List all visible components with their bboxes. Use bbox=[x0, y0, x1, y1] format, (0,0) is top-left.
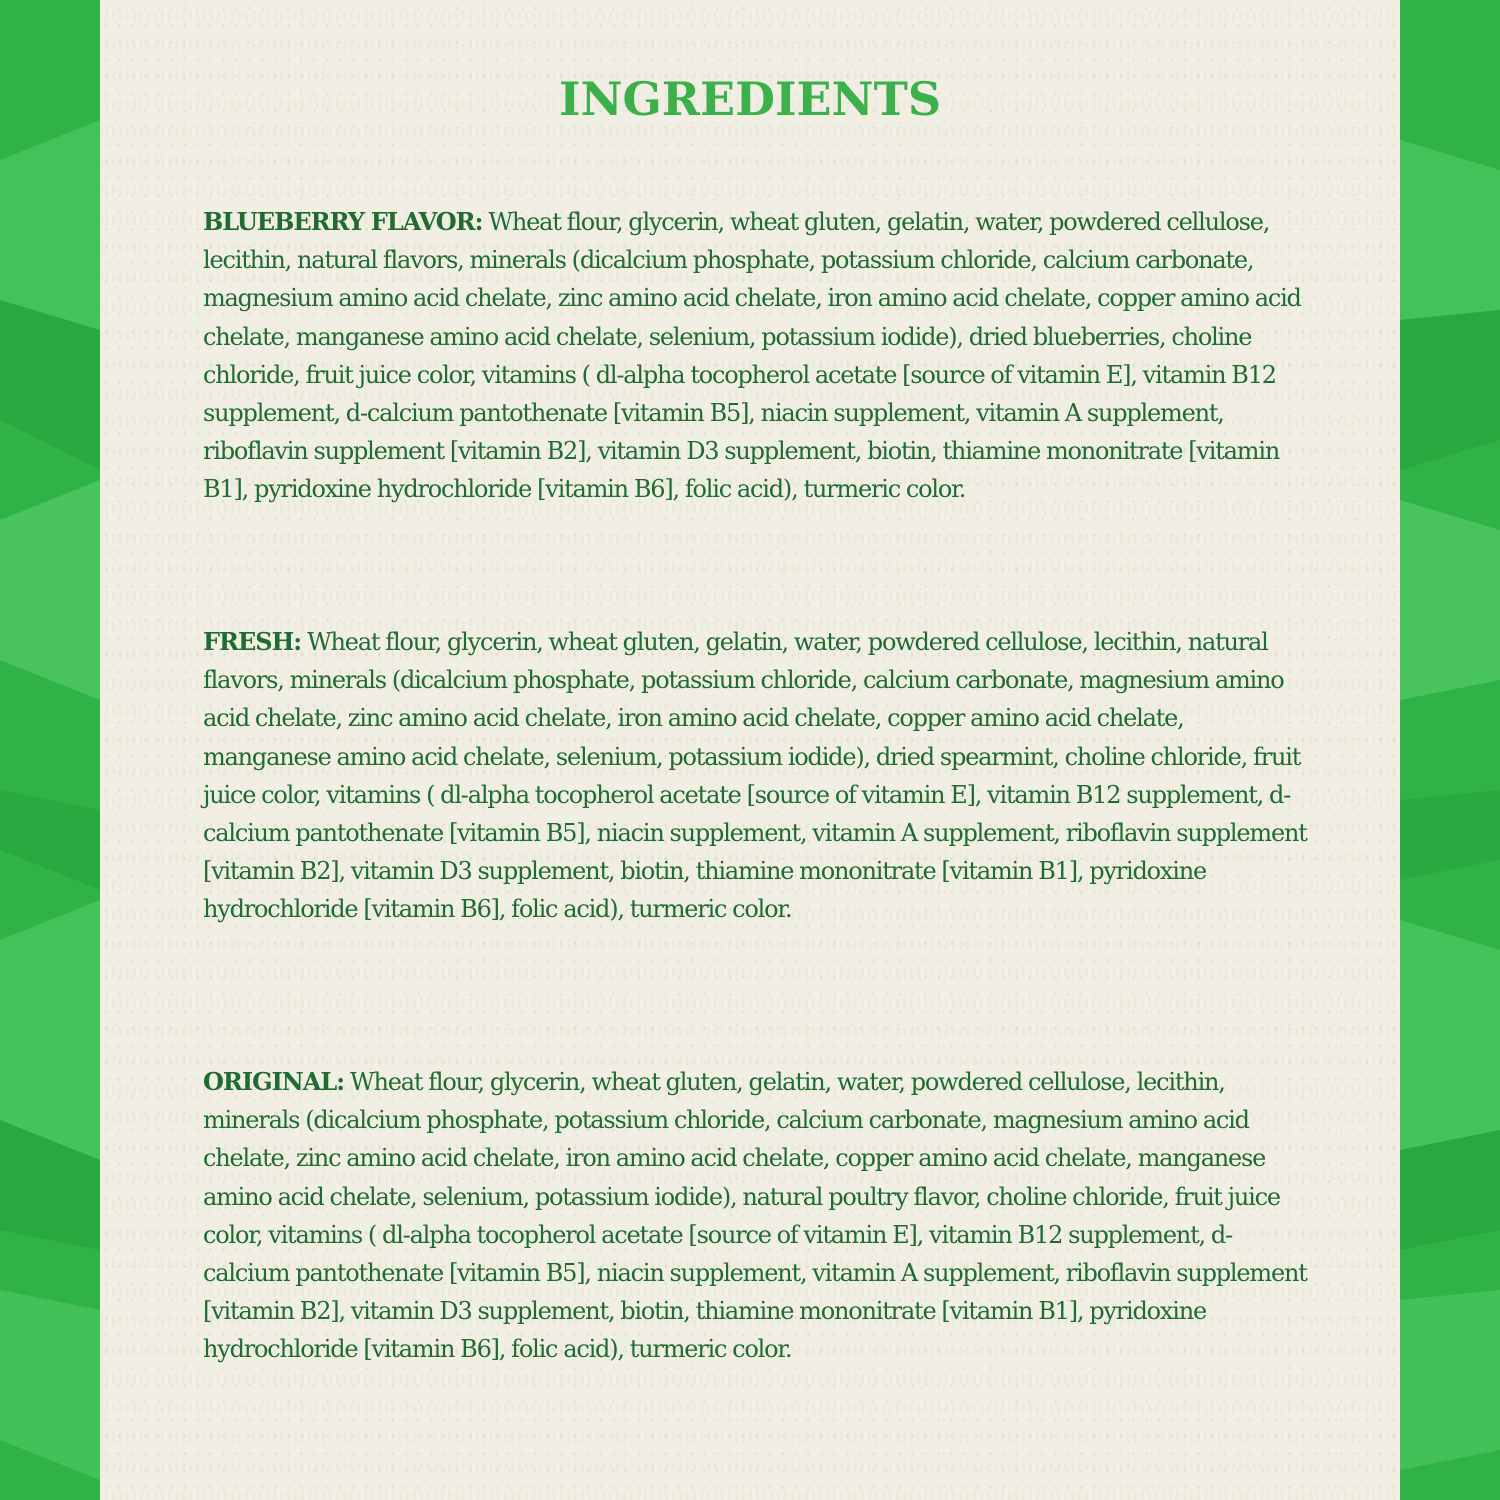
left-sunburst-pattern bbox=[0, 0, 100, 1500]
ingredient-section-fresh bbox=[203, 623, 1313, 929]
right-sunburst-pattern bbox=[1400, 0, 1500, 1500]
section-text: Wheat flour, glycerin, wheat gluten, gelatin, water, powdered cellulose, lecithin, minerals (dicalcium phosphate, potassium chloride, calcium carbonate, magnesium amino acid chelate, zinc amino acid chelate, iron amino acid chelate, copper amino acid chelate, manganese amino acid chelate, selenium, potassium iodide), natural poultry flavor, choline chloride, fruit juice color, vitamins ( dl-alpha tocopherol acetate [source of vitamin E], vitamin B12 supplement, d-calcium pantothenate [vitamin B5], niacin supplement, vitamin A supplement, riboflavin supplement [vitamin B2], vitamin D3 supplement, biotin, thiamine mononitrate [vitamin B1], pyridoxine hydrochloride [vitamin B6], folic acid), turmeric color. bbox=[203, 1068, 1307, 1364]
section-text: Wheat flour, glycerin, wheat gluten, gelatin, water, powdered cellulose, lecithin, natural flavors, minerals (dicalcium phosphate, potassium chloride, calcium carbonate, magnesium amino acid chelate, zinc amino acid chelate, iron amino acid chelate, copper amino acid chelate, manganese amino acid chelate, selenium, potassium iodide), dried spearmint, choline chloride, fruit juice color, vitamins ( dl-alpha tocopherol acetate [source of vitamin E], vitamin B12 supplement, d-calcium pantothenate [vitamin B5], niacin supplement, vitamin A supplement, riboflavin supplement [vitamin B2], vitamin D3 supplement, biotin, thiamine mononitrate [vitamin B1], pyridoxine hydrochloride [vitamin B6], folic acid), turmeric color. bbox=[203, 628, 1307, 924]
section-label: BLUEBERRY FLAVOR: bbox=[203, 207, 483, 236]
section-text: Wheat flour, glycerin, wheat gluten, gelatin, water, powdered cellulose, lecithin, natural flavors, minerals (dicalcium phosphate, potassium chloride, calcium carbonate, magnesium amino acid chelate, zinc amino acid chelate, iron amino acid chelate, copper amino acid chelate, manganese amino acid chelate, selenium, potassium iodide), dried blueberries, choline chloride, fruit juice color, vitamins ( dl-alpha tocopherol acetate [source of vitamin E], vitamin B12 supplement, d-calcium pantothenate [vitamin B5], niacin supplement, vitamin A supplement, riboflavin supplement [vitamin B2], vitamin D3 supplement, biotin, thiamine mononitrate [vitamin B1], pyridoxine hydrochloride [vitamin B6], folic acid), turmeric color. bbox=[203, 208, 1301, 504]
left-green-border bbox=[0, 0, 100, 1500]
ingredient-section-blueberry bbox=[203, 203, 1313, 509]
ingredient-section-original bbox=[203, 1063, 1313, 1369]
section-label: FRESH: bbox=[203, 627, 302, 656]
right-green-border bbox=[1400, 0, 1500, 1500]
section-label: ORIGINAL: bbox=[203, 1067, 345, 1096]
page-title: INGREDIENTS bbox=[558, 72, 942, 126]
ingredients-panel bbox=[100, 0, 1400, 1500]
